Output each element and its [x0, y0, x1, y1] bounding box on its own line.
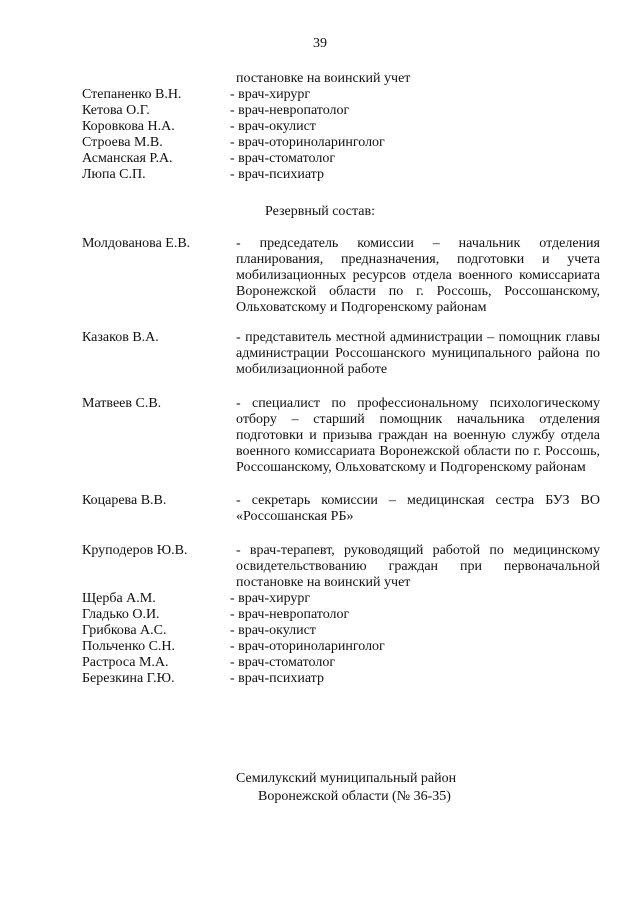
list-item: [82, 87, 602, 103]
list-item: [82, 167, 602, 183]
description-line: военного комиссариата Воронежской области по г. Россошь,: [236, 444, 600, 459]
member-name: Кетова О.Г.: [82, 103, 150, 118]
member-name: Коровкова Н.А.: [82, 119, 175, 134]
description-line: - врач-терапевт, руководящий работой по медицинскому: [236, 543, 600, 558]
member-role: - врач-психиатр: [230, 167, 324, 182]
reserve-entry: [82, 330, 602, 378]
member-role: - врач-хирург: [230, 591, 311, 606]
member-role: - врач-хирург: [230, 87, 311, 102]
member-role: - врач-невропатолог: [230, 103, 350, 118]
list-item: [82, 655, 602, 671]
member-name: Молдованова Е.В.: [82, 236, 191, 251]
member-role: - врач-невропатолог: [230, 607, 350, 622]
description-line: «Россошанская РБ»: [236, 509, 354, 524]
list-item: [82, 607, 602, 623]
member-role: - врач-оториноларинголог: [230, 135, 385, 150]
description-line: - председатель комиссии – начальник отделения: [236, 236, 600, 251]
description-line: отбору – старший помощник начальника отделения: [236, 412, 600, 427]
member-name: Гладько О.И.: [82, 607, 160, 622]
description-line: Россошанскому, Ольховатскому и Подгоренскому районам: [236, 460, 586, 475]
member-name: Строева М.В.: [82, 135, 163, 150]
description-line: - специалист по профессиональному психологическому: [236, 396, 600, 411]
description-line: Ольховатскому и Подгоренскому районам: [236, 300, 487, 315]
list-item: [82, 135, 602, 151]
description-line: мобилизационной работе: [236, 362, 388, 377]
member-name: Растроса М.А.: [82, 655, 169, 670]
continuation-text: постановке на воинский учет: [236, 71, 411, 86]
description-line: планирования, предназначения, подготовки и учета: [236, 252, 600, 267]
list-item: [82, 119, 602, 135]
member-name: Коцарева В.В.: [82, 493, 167, 508]
reserve-entry: [82, 396, 602, 476]
list-item: [82, 671, 602, 687]
member-name: Люпа С.П.: [82, 167, 146, 182]
member-role: - врач-оториноларинголог: [230, 639, 385, 654]
reserve-entry: [82, 236, 602, 316]
main-members-list: [82, 87, 602, 183]
member-role: - врач-психиатр: [230, 671, 324, 686]
member-name: Березкина Г.Ю.: [82, 671, 175, 686]
member-role: - врач-стоматолог: [230, 655, 336, 670]
description-line: - представитель местной администрации – помощник главы: [236, 330, 600, 345]
member-role: - врач-окулист: [230, 119, 316, 134]
reserve-entry: [82, 493, 602, 525]
reserve-entry: [82, 543, 602, 591]
description-line: Воронежской области по г. Россошь, Россошанскому,: [236, 284, 600, 299]
description-line: мобилизационных ресурсов отдела военного комиссариата: [236, 268, 600, 283]
member-name: Асманская Р.А.: [82, 151, 173, 166]
list-item: [82, 103, 602, 119]
footer-title: Семилукский муниципальный район: [236, 771, 457, 786]
member-role: - врач-стоматолог: [230, 151, 336, 166]
member-description: [236, 396, 600, 476]
description-line: администрации Россошанского муниципального района по: [236, 346, 600, 361]
description-line: постановке на воинский учет: [236, 575, 411, 590]
page-number: 39: [313, 36, 327, 51]
reserve-members-list: [82, 591, 602, 687]
member-role: - врач-окулист: [230, 623, 316, 638]
member-name: Щерба А.М.: [82, 591, 156, 606]
member-name: Степаненко В.Н.: [82, 87, 182, 102]
member-description: [236, 543, 600, 591]
member-name: Грибкова А.С.: [82, 623, 167, 638]
member-name: Матвеев С.В.: [82, 396, 162, 411]
reserve-heading: Резервный состав:: [264, 204, 375, 219]
member-name: Казаков В.А.: [82, 330, 159, 345]
description-line: подготовки и призыва граждан на военную службу отдела: [236, 428, 600, 443]
description-line: - секретарь комиссии – медицинская сестра БУЗ ВО: [236, 493, 600, 508]
member-description: [236, 493, 600, 525]
list-item: [82, 151, 602, 167]
list-item: [82, 623, 602, 639]
member-description: [236, 236, 600, 316]
list-item: [82, 591, 602, 607]
footer-subtitle: Воронежской области (№ 36-35): [258, 789, 451, 804]
member-name: Польченко С.Н.: [82, 639, 176, 654]
description-line: освидетельствованию граждан при первоначальной: [236, 559, 600, 574]
list-item: [82, 639, 602, 655]
member-name: Круподеров Ю.В.: [82, 543, 188, 558]
member-description: [236, 330, 600, 378]
